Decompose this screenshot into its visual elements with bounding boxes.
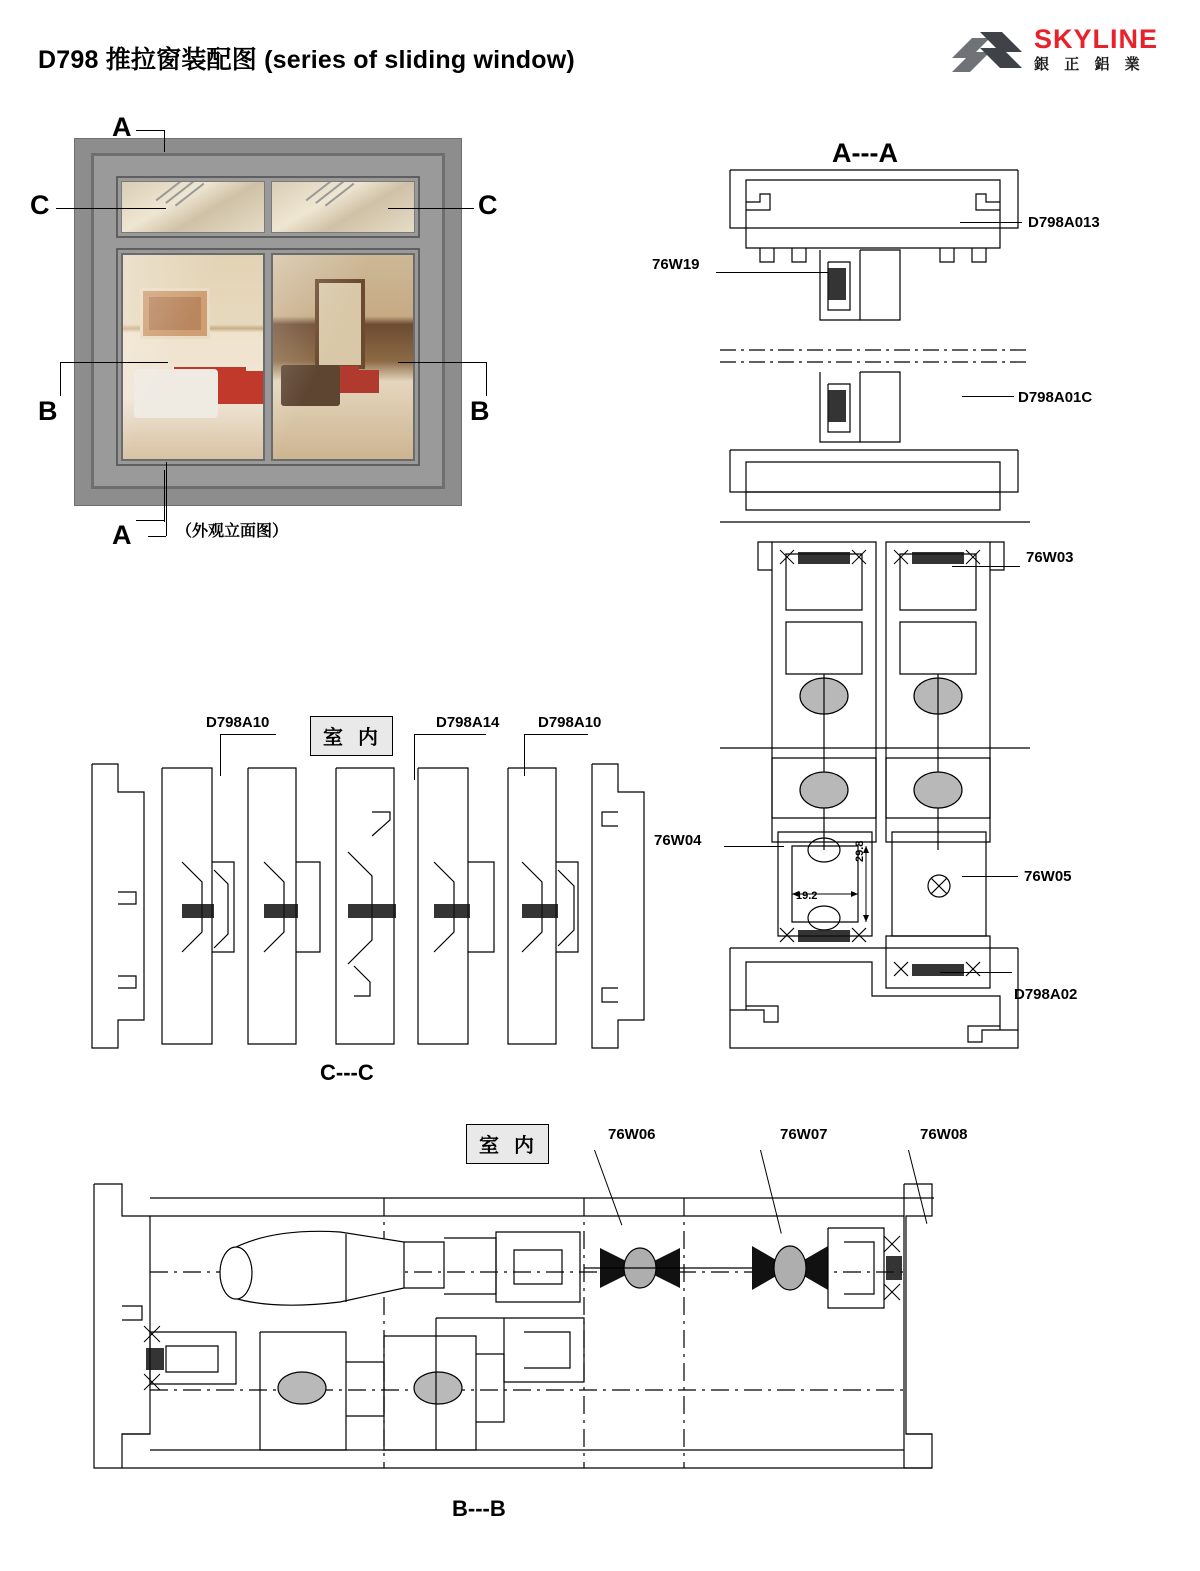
leader-b-right-h: [398, 362, 486, 363]
leader-aa-D798A013: [960, 222, 1022, 223]
section-bb-drawing: [84, 1176, 944, 1476]
caption-leader-v: [166, 462, 167, 536]
section-mark-c-left: C: [30, 190, 50, 220]
label-D798A01C: D798A01C: [1018, 389, 1093, 406]
section-aa-drawing: [700, 150, 1040, 1070]
brand-logo: [950, 22, 1170, 84]
label-cc-D798A14: D798A14: [436, 714, 500, 731]
label-cc-D798A10-right: D798A10: [538, 714, 602, 731]
logo-text: [1034, 24, 1174, 74]
title-english: (series of sliding window): [264, 46, 575, 74]
caption-leader-h: [148, 536, 166, 537]
section-title-cc: C---C: [320, 1060, 374, 1085]
label-76W04: 76W04: [654, 832, 702, 849]
label-D798A02: D798A02: [1014, 986, 1078, 1003]
sash-left: [121, 253, 265, 461]
elevation-photo: [74, 138, 462, 506]
label-bb-76W08: 76W08: [920, 1126, 968, 1143]
leader-a-top-v: [164, 130, 165, 152]
leader-c-right: [388, 208, 474, 209]
leader-cc-left-h: [220, 734, 276, 735]
section-title-aa: A---A: [832, 138, 898, 168]
leader-b-left-v: [60, 362, 61, 396]
indoor-tag-bb: 室 内: [466, 1124, 549, 1164]
label-D798A013: D798A013: [1028, 214, 1100, 231]
leader-c-left: [56, 208, 166, 209]
section-mark-b-left: B: [38, 396, 58, 426]
label-bb-76W06: 76W06: [608, 1126, 656, 1143]
leader-aa-76W03: [952, 566, 1020, 567]
interior-view-right: [273, 255, 413, 459]
logo-wordmark: SKYLINE: [1034, 24, 1159, 54]
leader-b-right-v: [486, 362, 487, 396]
label-76W03: 76W03: [1026, 549, 1074, 566]
label-76W05: 76W05: [1024, 868, 1072, 885]
transom-row: [116, 176, 420, 238]
section-mark-a-top: A: [112, 112, 132, 142]
leader-a-bottom-h: [136, 520, 164, 521]
section-cc-drawing: [84, 752, 656, 1062]
leader-cc-a14-h: [414, 734, 486, 735]
leader-a-bottom-v: [164, 470, 165, 522]
logo-mark-icon: [950, 28, 1028, 76]
dimension-height: 29.8: [854, 840, 866, 862]
leader-aa-76W04: [724, 846, 784, 847]
window-frame: [91, 153, 445, 489]
leader-cc-a14-v: [414, 734, 415, 780]
label-cc-D798A10-left: D798A10: [206, 714, 270, 731]
transom-pane-left: [121, 181, 265, 233]
dimension-width: 19.2: [796, 890, 818, 902]
logo-chinese: 銀 正 鋁 業: [1034, 55, 1145, 73]
leader-aa-76W05: [962, 876, 1018, 877]
elevation-caption: （外观立面图）: [176, 521, 289, 540]
leader-cc-right-v: [524, 734, 525, 776]
section-mark-c-right: C: [478, 190, 498, 220]
leader-aa-76W19: [716, 272, 828, 273]
transom-pane-right: [271, 181, 415, 233]
sash-right: [271, 253, 415, 461]
page-title: [38, 40, 575, 76]
leader-a-top-h: [136, 130, 164, 131]
indoor-tag-cc: 室 内: [310, 716, 393, 756]
section-title-bb: B---B: [452, 1496, 506, 1521]
leader-b-left-h: [60, 362, 168, 363]
interior-view-left: [123, 255, 263, 459]
section-mark-b-right: B: [470, 396, 490, 426]
title-chinese: 推拉窗装配图: [105, 45, 257, 74]
title-code: D798: [38, 46, 99, 74]
label-bb-76W07: 76W07: [780, 1126, 828, 1143]
sash-row: [116, 248, 420, 466]
leader-cc-left-v: [220, 734, 221, 776]
leader-aa-D798A01C: [962, 396, 1014, 397]
leader-aa-D798A02: [940, 972, 1012, 973]
label-76W19: 76W19: [652, 256, 700, 273]
section-mark-a-bottom: A: [112, 520, 132, 550]
leader-cc-right-h: [524, 734, 588, 735]
